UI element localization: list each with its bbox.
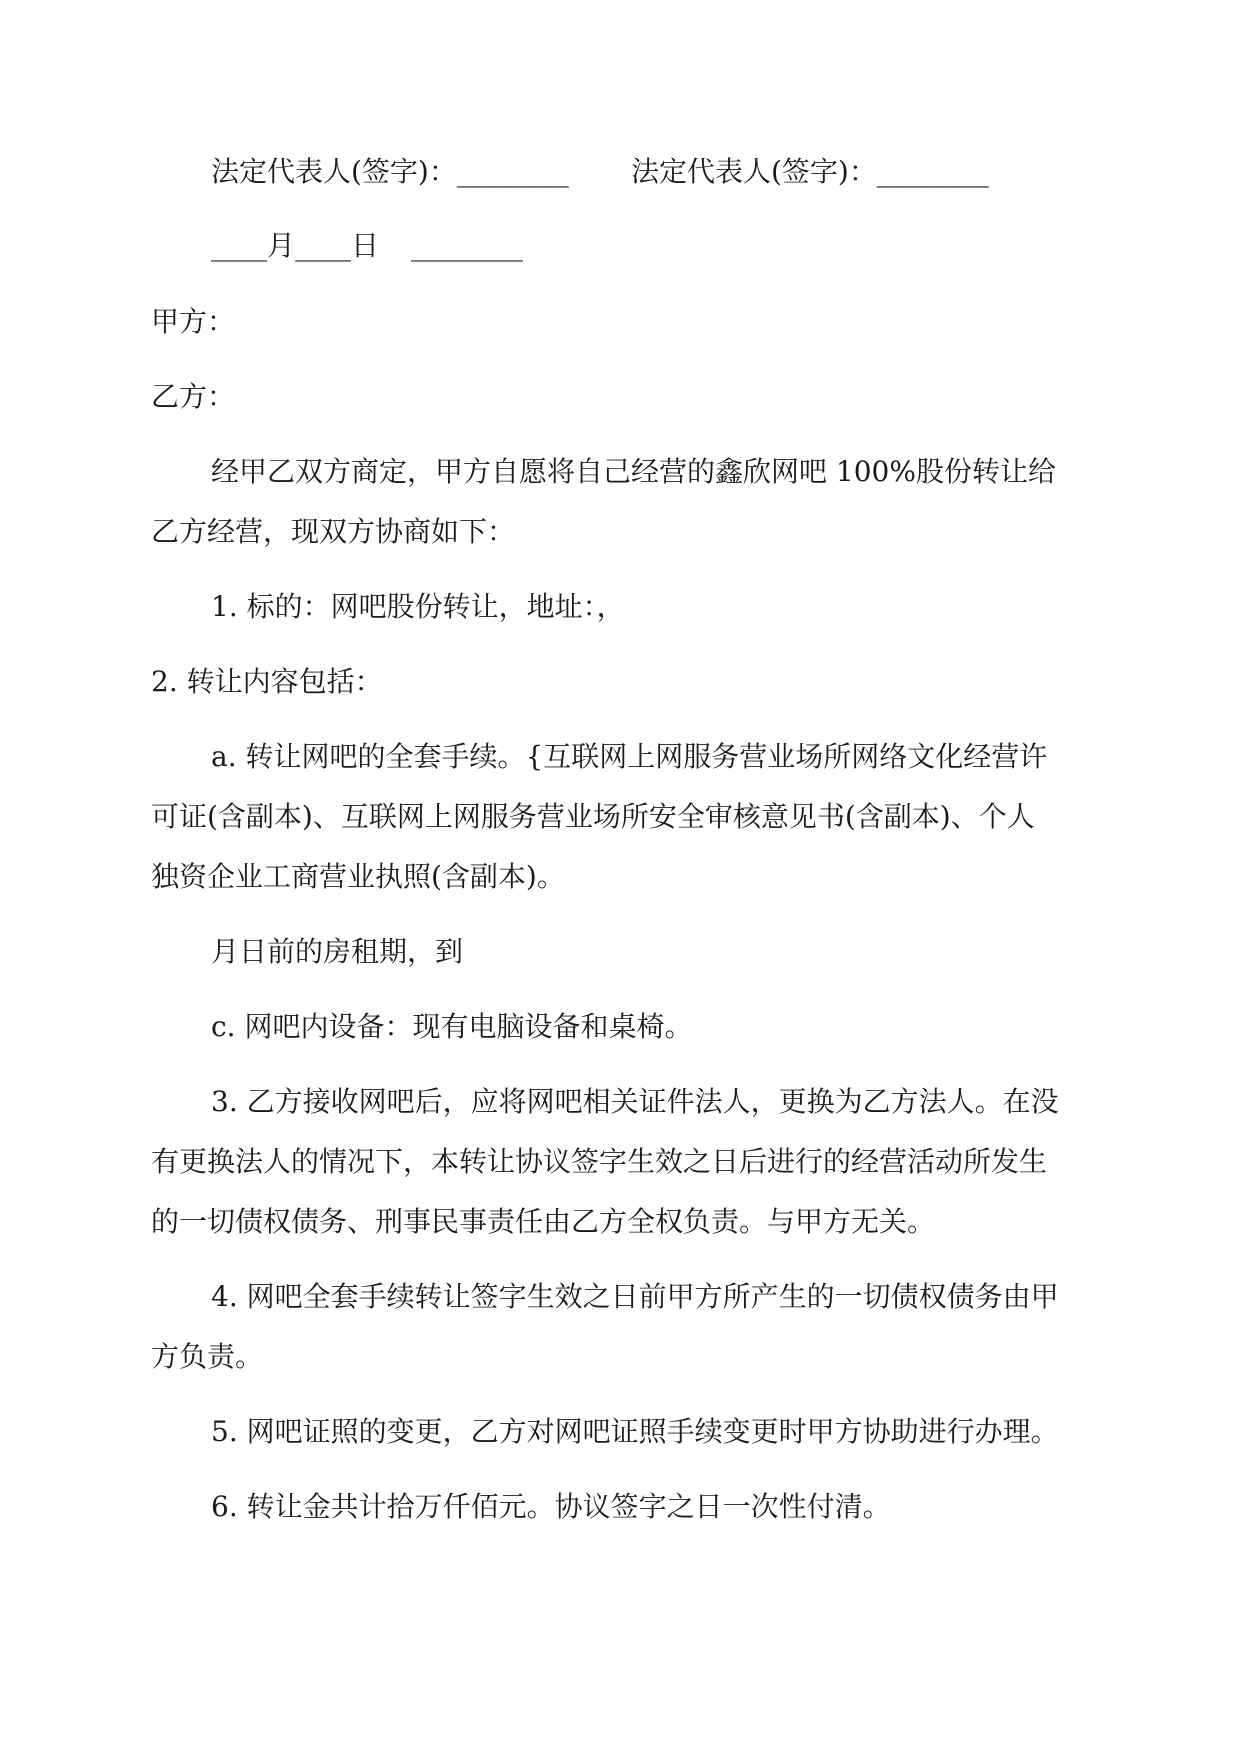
clause-3-line-1: 3. 乙方接收网吧后，应将网吧相关证件法人，更换为乙方法人。在没 xyxy=(211,1085,1059,1118)
clause-3-line-2: 有更换法人的情况下，本转让协议签字生效之日后进行的经营活动所发生 xyxy=(151,1145,1048,1178)
date-text: ____月____日 xyxy=(211,229,380,262)
clause-4-line-1: 4. 网吧全套手续转让签字生效之日前甲方所产生的一切债权债务由甲 xyxy=(211,1280,1059,1313)
date-blank: ________ xyxy=(411,229,523,262)
clause-1: 1. 标的：网吧股份转让，地址：， xyxy=(211,590,625,623)
intro-line-1: 经甲乙双方商定，甲方自愿将自己经营的鑫欣网吧 100%股份转让给 xyxy=(211,455,1056,488)
clause-2: 2. 转让内容包括： xyxy=(151,665,383,698)
clause-4-line-2: 方负责。 xyxy=(151,1340,264,1373)
clause-2c: c. 网吧内设备：现有电脑设备和桌椅。 xyxy=(211,1010,693,1043)
party-b-label: 乙方： xyxy=(151,380,236,413)
party-b-signature-label: 法定代表人(签字)：________ xyxy=(631,155,989,188)
clause-2a-line-2: 可证(含副本)、互联网上网服务营业场所安全审核意见书(含副本)、个人 xyxy=(151,800,1035,833)
clause-2a-line-1: a. 转让网吧的全套手续。{互联网上网服务营业场所网络文化经营许 xyxy=(211,740,1048,773)
clause-2a-line-3: 独资企业工商营业执照(含副本)。 xyxy=(151,860,565,893)
clause-2b: 月日前的房租期，到 xyxy=(211,935,464,968)
party-a-label: 甲方： xyxy=(151,305,236,338)
clause-3-line-3: 的一切债权债务、刑事民事责任由乙方全权负责。与甲方无关。 xyxy=(151,1205,936,1238)
party-a-signature-label: 法定代表人(签字)：________ xyxy=(211,155,569,188)
intro-line-2: 乙方经营，现双方协商如下： xyxy=(151,515,516,548)
clause-5: 5. 网吧证照的变更，乙方对网吧证照手续变更时甲方协助进行办理。 xyxy=(211,1415,1059,1448)
clause-6: 6. 转让金共计拾万仟佰元。协议签字之日一次性付清。 xyxy=(211,1490,891,1523)
